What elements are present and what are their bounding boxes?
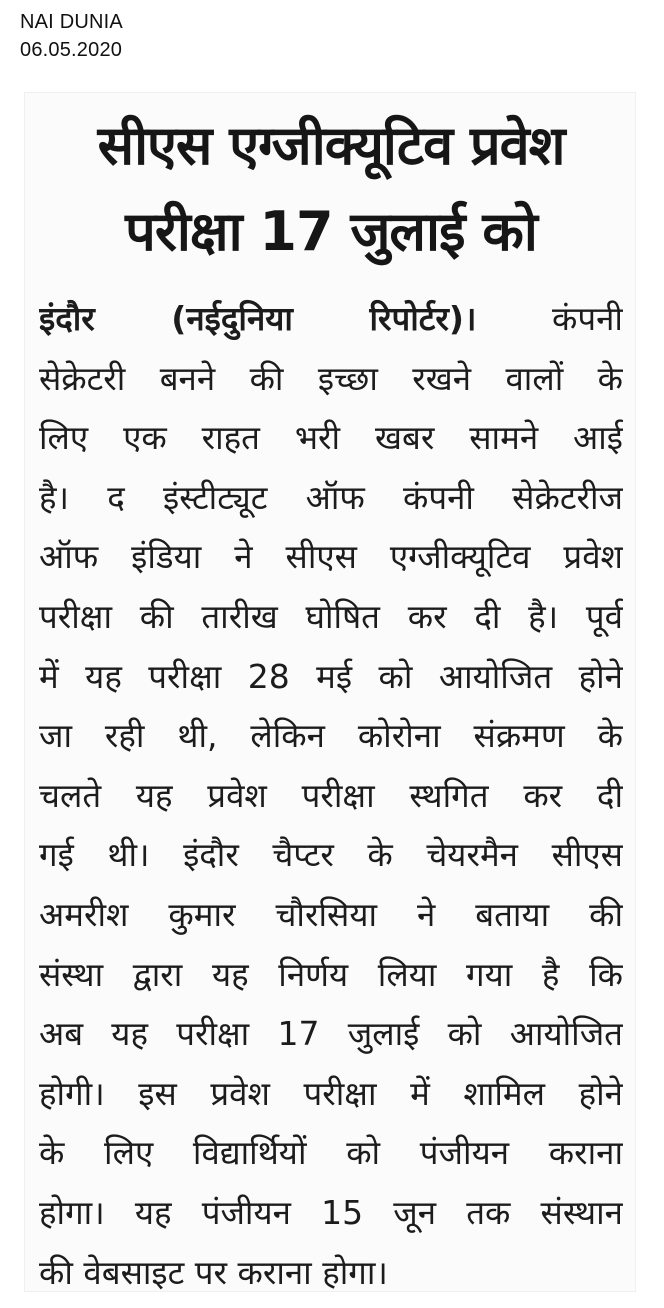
news-clipping: [24, 92, 636, 1292]
body-line: की वेबसाइट पर कराना होगा।: [39, 1252, 388, 1292]
headline-line: सीएस एग्जीक्यूटिव प्रवेश: [97, 114, 565, 177]
newspaper-name: NAI DUNIA: [20, 11, 123, 33]
dateline: इंदौर (नईदुनिया रिपोर्टर)।: [39, 299, 477, 338]
article-headline: [25, 103, 637, 275]
body-line: लिए एक राहत भरी खबर सामने आई: [39, 418, 623, 458]
body-line: अब यह परीक्षा 17 जुलाई को आयोजित: [39, 1014, 623, 1054]
body-line: के लिए विद्यार्थियों को पंजीयन कराना: [39, 1133, 623, 1173]
body-line: ऑफ इंडिया ने सीएस एग्जीक्यूटिव प्रवेश: [39, 537, 623, 577]
body-line: होगी। इस प्रवेश परीक्षा में शामिल होने: [39, 1073, 623, 1113]
publication-date: 06.05.2020: [20, 39, 123, 61]
body-line: है। द इंस्टीट्यूट ऑफ कंपनी सेक्रेटरीज: [39, 477, 623, 517]
headline-line: परीक्षा 17 जुलाई को: [125, 200, 537, 263]
body-line: जा रही थी, लेकिन कोरोना संक्रमण के: [39, 716, 623, 756]
body-line: होगा। यह पंजीयन 15 जून तक संस्थान: [39, 1192, 623, 1232]
body-line: में यह परीक्षा 28 मई को आयोजित होने: [39, 656, 623, 696]
body-line: सेक्रेटरी बनने की इच्छा रखने वालों के: [39, 358, 623, 398]
body-line: गई थी। इंदौर चैप्टर के चेयरमैन सीएस: [39, 835, 623, 875]
body-line: परीक्षा की तारीख घोषित कर दी है। पूर्व: [39, 596, 623, 636]
body-line-text: कंपनी: [552, 299, 623, 338]
article-body: [39, 289, 623, 1302]
body-line: अमरीश कुमार चौरसिया ने बताया की: [39, 894, 623, 934]
body-line: [39, 289, 623, 349]
clipping-source: [20, 8, 123, 64]
body-line: संस्था द्वारा यह निर्णय लिया गया है कि: [39, 954, 623, 994]
body-line: चलते यह प्रवेश परीक्षा स्थगित कर दी: [39, 775, 623, 815]
